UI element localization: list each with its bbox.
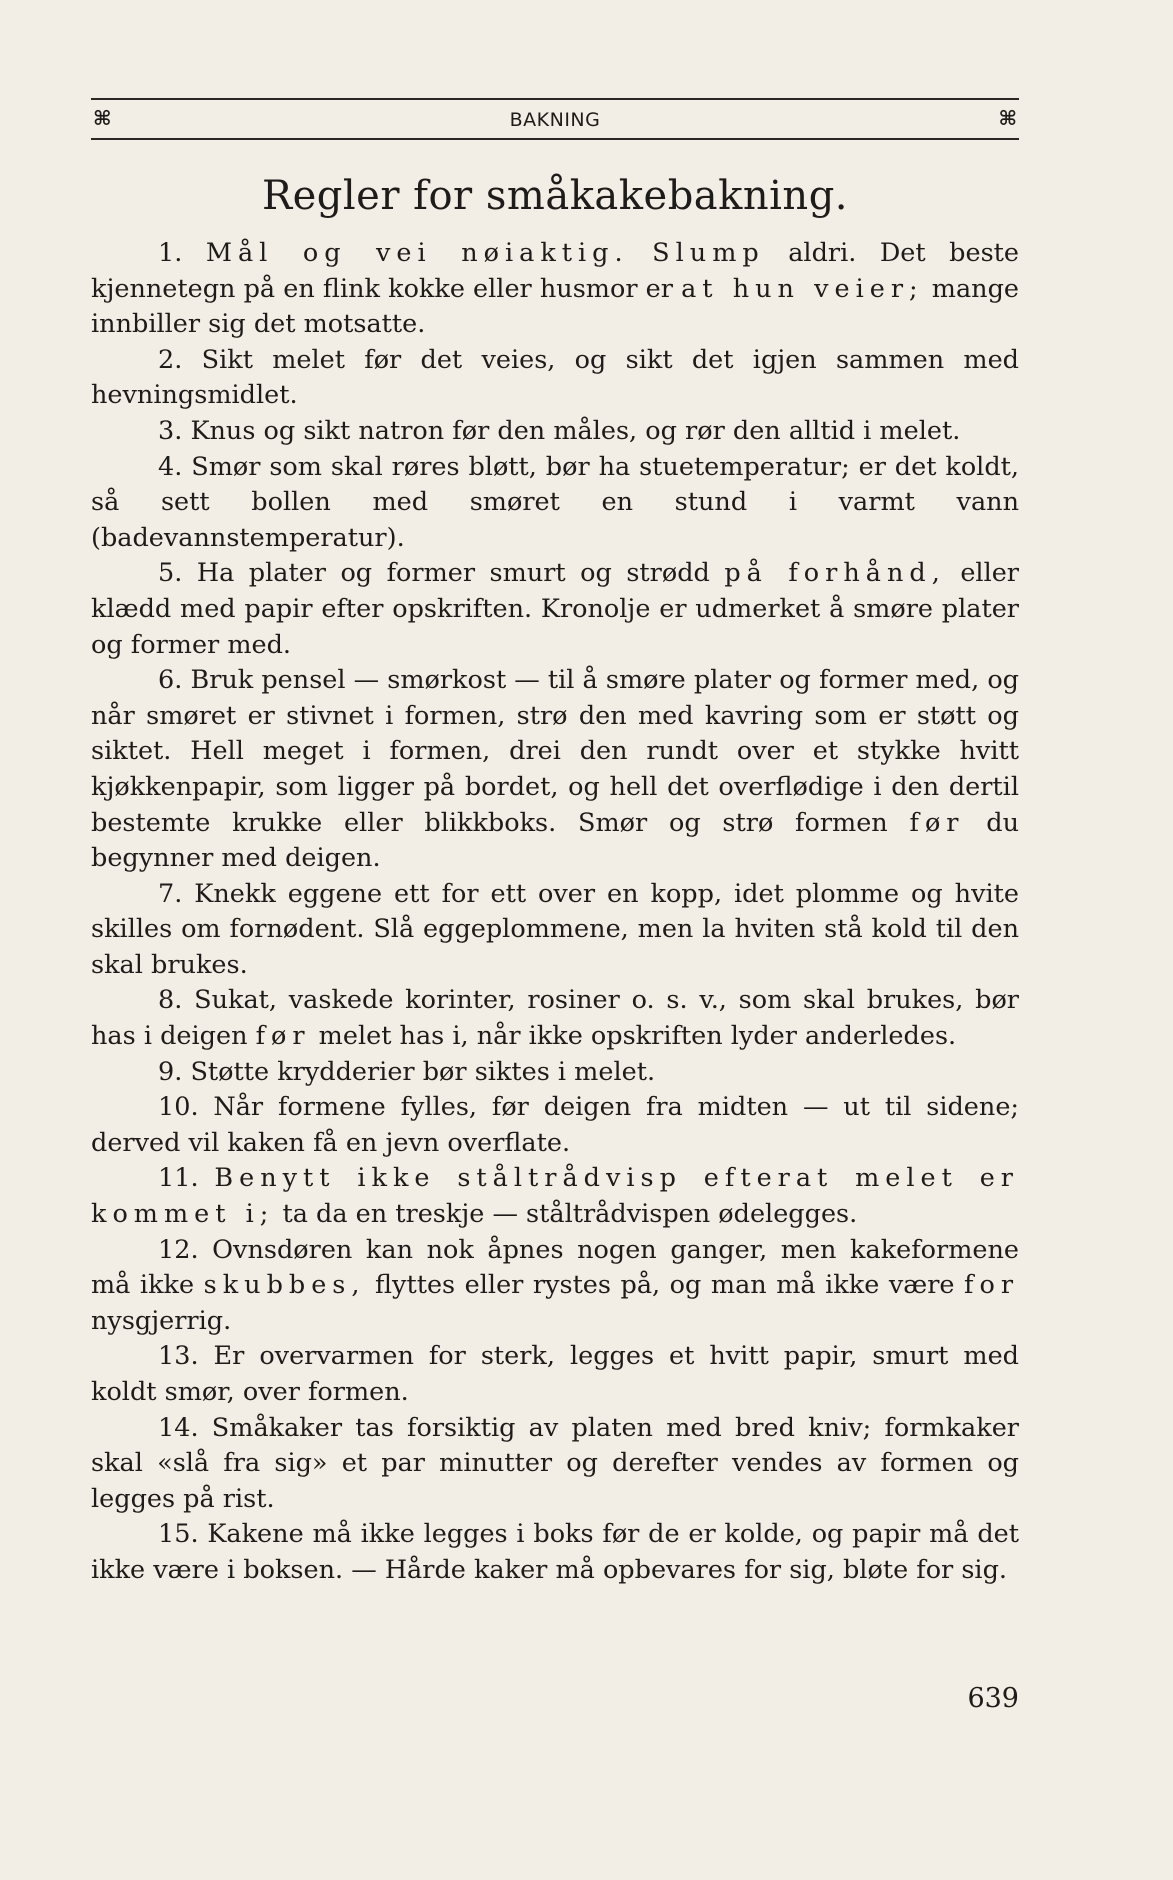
rule-text: ta da en treskje — ståltrådvispen ødelegges. xyxy=(274,1199,858,1230)
page-title: Regler for småkakebakning. xyxy=(261,173,849,219)
emphasized-text: Mål og vei nøiaktig. xyxy=(205,238,629,268)
rule-paragraph xyxy=(91,414,1019,450)
running-header xyxy=(91,98,1019,140)
rule-paragraph xyxy=(91,983,1019,1054)
header-ornament-right: ⌘ xyxy=(998,106,1017,130)
rule-text xyxy=(629,238,653,268)
rule-paragraph xyxy=(91,1055,1019,1091)
rule-text: eller klædd med papir efter opskriften. Kronolje er udmerket å smøre plater og former med. xyxy=(91,558,1019,660)
rule-paragraph xyxy=(91,663,1019,877)
rule-number: 10. xyxy=(158,1092,199,1123)
emphasized-text: for xyxy=(964,1270,1020,1301)
rule-text: Smør som skal røres bløtt, bør ha stuetemperatur; er det koldt, så sett bollen med smøret en stund i varmt vann (badevannstemperatur). xyxy=(91,451,1019,553)
running-header-title: BAKNING xyxy=(509,109,601,131)
emphasized-text: skubbes, xyxy=(203,1270,366,1301)
rule-text: Sikt melet før det veies, og sikt det igjen sammen med hevningsmidlet. xyxy=(91,344,1019,411)
rule-text: Bruk pensel — smørkost — til å smøre plater og former med, og når smøret er stivnet i formen, strø den med kavring som er støtt og siktet. Hell meget i formen, drei den rundt over et stykke hvitt kjøkkenpapir, som ligger på bordet, og hell det overflødige i den dertil bestemte krukke eller blikkboks. Smør og strø formen xyxy=(91,665,1020,838)
rule-paragraph xyxy=(91,450,1019,557)
rule-number: 12. xyxy=(158,1234,199,1265)
rule-number: 2. xyxy=(158,344,183,375)
rule-number: 14. xyxy=(158,1412,199,1443)
rule-text: Er overvarmen for sterk, legges et hvitt papir, smurt med koldt smør, over formen. xyxy=(91,1341,1019,1407)
rule-text: Ha plater og former smurt og strødd xyxy=(182,558,725,589)
rule-text: Knus og sikt natron før den måles, og rør den alltid i melet. xyxy=(182,415,961,446)
rule-paragraph xyxy=(91,1161,1019,1232)
rule-text: aldri. Det beste kjennetegn på en flink kokke eller husmor er xyxy=(91,238,1019,304)
page-number: 639 xyxy=(967,1683,1019,1714)
rule-text: Kakene må ikke legges i boks før de er kolde, og papir må det ikke være i boksen. — Hårde kaker må opbevares for sig, bløte for sig. xyxy=(91,1519,1019,1585)
rule-text: Støtte krydderier bør siktes i melet. xyxy=(182,1056,656,1087)
rule-paragraph xyxy=(91,1233,1019,1340)
rule-number: 8. xyxy=(158,985,183,1016)
rule-paragraph xyxy=(91,1339,1019,1410)
rule-text: Knekk eggene ett for ett over en kopp, idet plomme og hvite skilles om fornødent. Slå eggeplommene, men la hviten stå kold til den skal brukes. xyxy=(91,878,1019,980)
rule-number: 1. xyxy=(158,238,183,268)
rule-text: mange innbiller sig det motsatte. xyxy=(91,273,1020,340)
rule-number: 7. xyxy=(158,878,183,909)
rule-text xyxy=(182,238,206,268)
rule-paragraph xyxy=(91,1411,1019,1518)
rule-text: melet has i, når ikke opskriften lyder anderledes. xyxy=(310,1021,957,1052)
rule-paragraph xyxy=(91,343,1019,414)
rule-text: Småkaker tas forsiktig av platen med bred kniv; formkaker skal «slå fra sig» et par minutter og derefter vendes av formen og legges på rist. xyxy=(91,1412,1019,1514)
header-ornament-left: ⌘ xyxy=(93,106,112,130)
rule-number: 5. xyxy=(158,558,183,589)
rule-text: flyttes eller rystes på, og man må ikke være xyxy=(365,1270,965,1301)
emphasized-text: før xyxy=(909,807,965,838)
rule-number: 4. xyxy=(158,451,183,482)
rule-number: 9. xyxy=(158,1056,183,1087)
rule-paragraph xyxy=(91,236,1019,343)
rule-number: 6. xyxy=(158,665,183,696)
rules-list xyxy=(91,236,1019,1589)
rule-text: Sukat, vaskede korinter, rosiner o. s. v., som skal brukes, bør has i deigen xyxy=(91,985,1019,1052)
rule-text: nysgjerrig. xyxy=(91,1305,232,1336)
rule-text: du begynner med deigen. xyxy=(91,807,1019,874)
emphasized-text: på forhånd, xyxy=(724,558,946,589)
rule-number: 15. xyxy=(158,1519,199,1550)
rule-number: 13. xyxy=(158,1341,199,1372)
rule-number: 11. xyxy=(158,1163,199,1194)
rule-paragraph xyxy=(91,1517,1019,1588)
rule-text: Ovnsdøren kan nok åpnes nogen ganger, men kakeformene må ikke xyxy=(91,1234,1019,1301)
rule-paragraph xyxy=(91,1090,1019,1161)
rule-number: 3. xyxy=(158,415,183,446)
rule-paragraph xyxy=(91,556,1019,663)
emphasized-text: før xyxy=(255,1021,311,1052)
emphasized-text: Benytt ikke ståltrådvisp efterat melet er kommet i; xyxy=(91,1163,1019,1230)
emphasized-text: at hun veier; xyxy=(681,273,924,304)
rule-text xyxy=(199,1163,215,1193)
rule-paragraph xyxy=(91,877,1019,984)
emphasized-text: Slump xyxy=(652,238,765,268)
rule-text: Når formene fylles, før deigen fra midten — ut til sidene; derved vil kaken få en jevn overflate. xyxy=(91,1092,1019,1158)
